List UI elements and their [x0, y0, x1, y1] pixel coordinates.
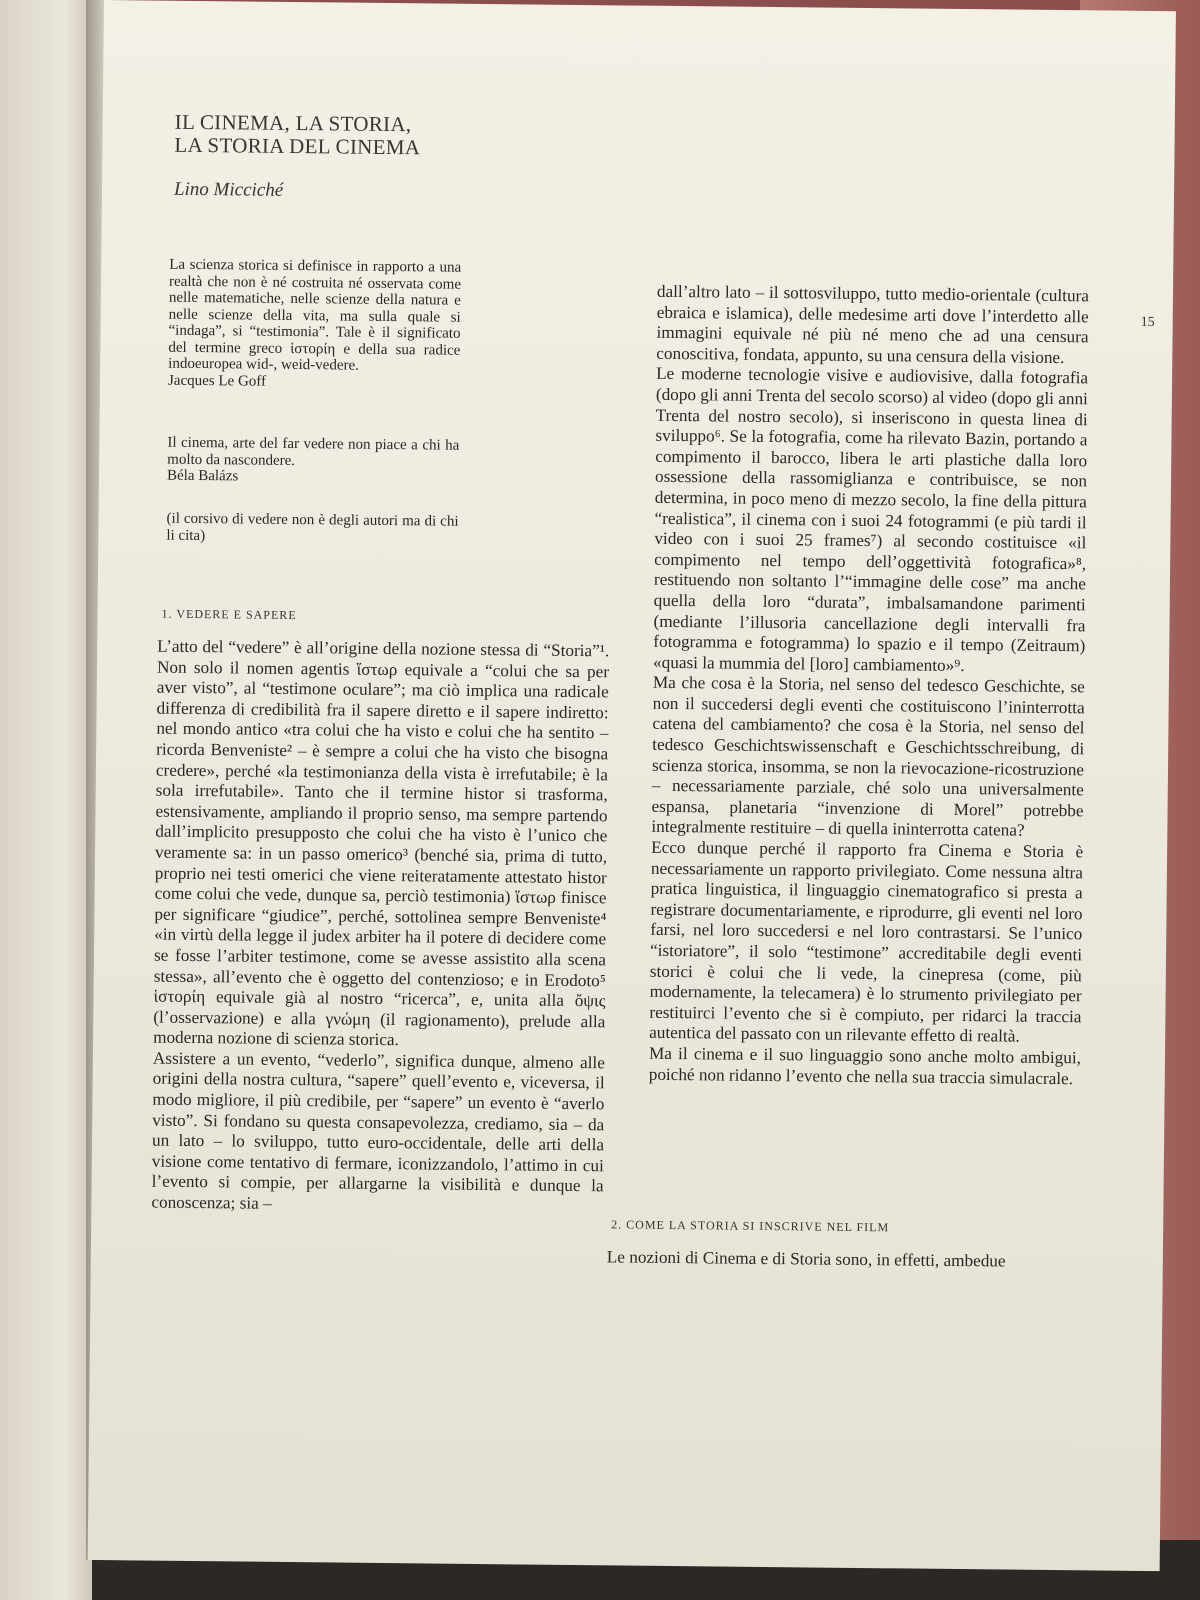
page-number: 15 — [1140, 314, 1155, 331]
section-2-heading: 2. COME LA STORIA SI INSCRIVE NEL FILM — [611, 1217, 890, 1235]
author-name: Lino Micciché — [173, 178, 284, 201]
epigraph-balazs — [167, 435, 460, 488]
section-1-heading: 1. VEDERE E SAPERE — [161, 606, 297, 623]
paragraph: dall’altro lato – il sottosviluppo, tutto medio-orientale (cultura ebraica e islamica), delle medesime arti dove l’interdetto alle immagini equivale né più né meno che ad una censura conoscitiva, fondata, appunto, su una censura della visione. — [656, 281, 1090, 367]
title-line-2: LA STORIA DEL CINEMA — [174, 132, 421, 160]
epigraph-le-goff — [168, 257, 461, 392]
epigraph-text: Il cinema, arte del far vedere non piace a chi ha molto da nascondere. — [167, 434, 460, 469]
book-page — [88, 0, 1176, 1571]
paragraph: Le moderne tecnologie visive e audiovisive, dalla fotografia (dopo gli anni Trenta del secolo scorso) al video (dopo gli anni Trenta del nostro secolo), si inseriscono in questa linea di sviluppo⁶. Se la fotografia, come ha rilevato Bazin, portando a compimento il barocco, libera le arti plastiche dalla loro ossessione della rassomiglianza e contribuisce, se non determina, in poco meno di mezzo secolo, la fine della pittura “realistica”, il cinema con i suoi 24 fotogrammi (e più tardi il video con i suoi 25 frames⁷) al secondo costituisce «il compimento nel tempo dell’oggettività fotografica»⁸, restituendo non soltanto l’“immagine delle cose” ma anche quella della loro “durata”, imbalsamandone parimenti (mediante l’illusoria cancellazione degli intervalli fra fotogramma e fotogramma) lo spazio e il tempo (Zeitraum) «quasi la mummia del [loro] cambiamento»⁹. — [652, 364, 1089, 675]
paragraph: Ma che cosa è la Storia, nel senso del tedesco Geschichte, se non il succedersi degli eventi che costituiscono l’ininterrotta catena del cambiamento? che cosa è la Storia, nel senso del tedesco Geschichtswissenschaft e Geschichtsschreibung, di scienza storica, insomma, se non la rievocazione-ricostruzione – necessariamente parziale, ché solo una universalmente espansa, planetaria “invenzione di Morel” potrebbe integralmente restituire – di quella ininterrotta catena? — [651, 673, 1085, 841]
epigraph-text: (il corsivo di vedere non è degli autori ma di chi li cita) — [166, 510, 459, 544]
article-title — [174, 111, 420, 160]
left-page-edge — [0, 0, 92, 1600]
paragraph: Ecco dunque perché il rapporto fra Cinema e Storia è necessariamente un rapporto privilegiato. Come nessuna altra pratica linguistica, il linguaggio cinematografico si presta a registrare documentariamente, e riprodurre, gli eventi nel loro farsi, nel loro succedersi e nel loro contrastarsi. Se l’unico “istoriatore”, il solo “testimone” accreditabile degli eventi storici è colui che li vede, la cinepresa (come, più modernamente, la telecamera) è lo strumento privilegiato per restituirci l’evento che si è compiuto, per ridarci la traccia autentica del passato con un rilevante effetto di realtà. — [649, 837, 1084, 1047]
epigraph-text: La scienza storica si definisce in rapporto a una realtà che non è né costruita né osservata come nelle matematiche, nelle scienze della natura e nelle scienze della vita, ma sulla quale si “indaga”, si “testimonia”. Tale è il significato del termine greco ἱστορίη e della sua radice indoeuropea wid-, weid-vedere. — [168, 256, 462, 374]
title-line-1: IL CINEMA, LA STORIA, — [174, 109, 412, 137]
paragraph: Ma il cinema e il suo linguaggio sono anche molto ambigui, poiché non ridanno l’evento che nella sua traccia simulacrale. — [648, 1043, 1082, 1088]
left-column — [151, 637, 609, 1218]
paragraph: Assistere a un evento, “vederlo”, significa dunque, almeno alle origini della nostra cultura, “sapere” quell’evento e, viceversa, il modo migliore, il più credibile, per “sapere” un evento è “averlo visto”. Si fondano su questa consapevolezza, crediamo, sia – da un lato – lo sviluppo, tutto euro-occidentale, delle arti della visione come tentativo di fermare, iconizzandolo, l’attimo in cui l’evento si compie, per allargarne la visibilità e dunque la conoscenza; sia – — [151, 1048, 605, 1213]
right-column — [649, 282, 1089, 1090]
epigraph-source: Béla Balázs — [166, 467, 239, 485]
epigraph-source: Jacques Le Goff — [167, 372, 267, 390]
section-2-text: Le nozioni di Cinema e di Storia sono, in effetti, ambedue — [606, 1247, 1006, 1271]
epigraph-note — [166, 511, 458, 547]
paragraph: L’atto del “vedere” è all’origine della nozione stessa di “Storia”¹. Non solo il nomen agentis ἵστωρ equivale a “colui che sa per aver visto”, al “testimone oculare”; ma ciò implica una radicale differenza di credibilità fra il sapere diretto e il sapere indiretto: nel mondo antico «tra colui che ha visto e colui che ha sentito – ricorda Benveniste² – è sempre a colui che ha visto che bisogna credere», perché «la testimonianza della vista è irrefutabile; è la sola irrefutabile». Tanto che il termine histor si trasforma, estensivamente, ampliando il proprio senso, ma sempre partendo dall’implicito presupposto che colui che ha visto è l’unico che veramente sa: in un passo omerico³ (benché sia, prima di tutto, proprio nei testi omerici che viene reiteratamente attestato histor come colui che vede, dunque sa, perciò testimonia) ἵστωρ finisce per significare “giudice”, perché, sottolinea sempre Benveniste⁴ «in virtù della legge il judex arbiter ha il potere di decidere come se fosse l’arbiter testimone, come se avesse assistito alla scena stessa», all’evento che è oggetto del contenzioso; e in Erodoto⁵ ἱστορίη equivale già al nostro “ricerca”, e, unita alla ὄψις (l’osservazione) e alla γνώμη (il ragionamento), prelude alla moderna nozione di scienza storica. — [153, 636, 610, 1050]
